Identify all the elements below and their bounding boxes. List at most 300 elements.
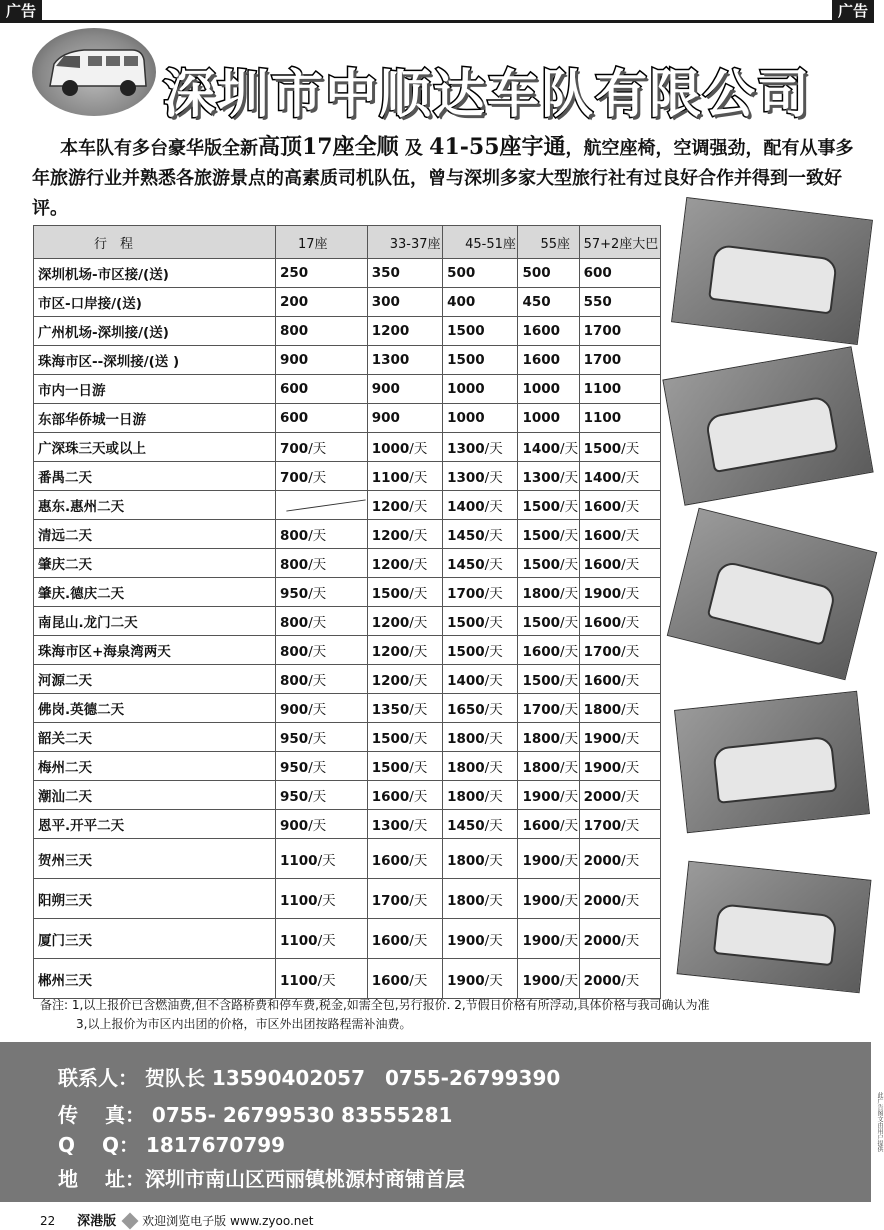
unit-label: /天 (308, 818, 327, 834)
cell-value: 1500 (447, 352, 485, 368)
intro-text-2: 及 (398, 138, 430, 159)
unit-label: /天 (308, 586, 327, 602)
ad-label-left: 广告 (0, 0, 42, 22)
cell-value: 郴州三天 (38, 972, 92, 989)
cell-value: 1400 (522, 441, 561, 457)
cell-value: 1000 (447, 410, 485, 426)
price-cell (518, 433, 579, 462)
cell-value: 950 (280, 760, 309, 776)
unit-label: /天 (484, 818, 503, 834)
unit-label: /天 (409, 932, 428, 949)
cell-value: 1000 (371, 441, 410, 457)
cell-value: 恩平.开平二天 (38, 818, 125, 834)
price-cell (443, 259, 518, 288)
cell-value: 1700 (583, 352, 622, 368)
cell-value: 1500 (371, 731, 410, 747)
cell-value: 1500 (447, 644, 485, 660)
unit-label: /天 (484, 932, 503, 949)
price-cell (367, 433, 442, 462)
route-cell (34, 919, 276, 959)
price-cell (518, 636, 579, 665)
cell-value: 900 (280, 702, 309, 718)
cell-value: 1600 (522, 323, 561, 339)
route-cell (34, 520, 276, 549)
cell-value: 1600 (522, 644, 561, 660)
unit-label: /天 (484, 731, 503, 747)
note-line-2: 3,以上报价为市区内出团的价格，市区外出团按路程需补油费。 (76, 1017, 412, 1031)
cell-value: 1600 (583, 499, 622, 515)
unit-label: /天 (484, 644, 503, 660)
unit-label: /天 (409, 528, 428, 544)
unit-label: /天 (560, 615, 579, 631)
unit-label: /天 (484, 972, 503, 989)
cell-value: 市区-口岸接/(送) (38, 296, 142, 312)
cell-value: 1800 (447, 731, 485, 747)
cell-value: 1700 (583, 818, 622, 834)
cell-value: 1100 (583, 410, 622, 426)
table-row (34, 810, 661, 839)
unit-label: /天 (484, 499, 503, 515)
cell-value: 1700 (447, 586, 485, 602)
cell-value: 1600 (522, 818, 561, 834)
price-cell (276, 959, 368, 999)
cell-value: 800 (280, 673, 309, 689)
price-cell (518, 781, 579, 810)
table-row (34, 433, 661, 462)
price-cell (443, 607, 518, 636)
unit-label: /天 (560, 892, 579, 909)
table-header-3: 45-51座 (443, 226, 518, 259)
cell-value: 1500 (371, 586, 410, 602)
table-row (34, 375, 661, 404)
unit-label: /天 (484, 789, 503, 805)
footer (40, 1210, 313, 1229)
cell-value: 1500 (447, 323, 485, 339)
unit-label: /天 (560, 441, 579, 457)
cell-value: 950 (280, 789, 309, 805)
unit-label: /天 (484, 557, 503, 573)
price-cell (518, 959, 579, 999)
cell-value: 1300 (371, 352, 410, 368)
price-cell (579, 462, 660, 491)
cell-value: 1000 (522, 381, 561, 397)
price-cell (579, 549, 660, 578)
table-row (34, 462, 661, 491)
unit-label: /天 (621, 441, 640, 457)
page-number: 22 (40, 1214, 56, 1228)
route-cell (34, 752, 276, 781)
price-cell (367, 578, 442, 607)
table-row (34, 694, 661, 723)
cell-value: 1700 (522, 702, 561, 718)
table-header-5: 57+2座大巴 (579, 226, 660, 259)
cell-value: 2000 (583, 892, 622, 909)
bus-photo-5 (677, 861, 872, 994)
price-cell (443, 810, 518, 839)
price-cell (276, 665, 368, 694)
price-cell (518, 491, 579, 520)
cell-value: 珠海市区+海泉湾两天 (38, 644, 171, 660)
cell-value: 1300 (447, 441, 485, 457)
cell-value: 1200 (371, 557, 410, 573)
price-cell (518, 810, 579, 839)
unit-label: /天 (484, 441, 503, 457)
price-cell (367, 636, 442, 665)
unit-label: /天 (484, 852, 503, 869)
unit-label: /天 (621, 818, 640, 834)
price-cell (276, 578, 368, 607)
cell-value: 1400 (447, 499, 485, 515)
table-header-0: 行 程 (34, 226, 276, 259)
table-row (34, 959, 661, 999)
unit-label: /天 (484, 702, 503, 718)
cell-value: 1900 (447, 972, 485, 989)
unit-label: /天 (560, 528, 579, 544)
route-cell (34, 404, 276, 433)
unit-label: /天 (484, 892, 503, 909)
intro-text-1: 本车队有多台豪华版全新 (60, 138, 258, 159)
unit-label: /天 (621, 615, 640, 631)
unit-label: /天 (317, 892, 336, 909)
unit-label: /天 (621, 528, 640, 544)
route-cell (34, 959, 276, 999)
cell-value: 1700 (583, 644, 622, 660)
cell-value: 2000 (583, 932, 622, 949)
notes (40, 996, 850, 1034)
price-cell (276, 259, 368, 288)
table-header-2: 33-37座 (367, 226, 442, 259)
unit-label: /天 (308, 673, 327, 689)
price-cell (367, 781, 442, 810)
cell-value: 1000 (447, 381, 485, 397)
price-cell (367, 810, 442, 839)
unit-label: /天 (484, 586, 503, 602)
price-cell (579, 752, 660, 781)
contact-person: 联系人： 贺队长 13590402057 0755-26799390 (58, 1066, 561, 1090)
price-cell (443, 723, 518, 752)
cell-value: 600 (583, 265, 612, 281)
unit-label: /天 (308, 441, 327, 457)
price-cell (579, 723, 660, 752)
cell-value: 1800 (447, 760, 485, 776)
price-cell (443, 665, 518, 694)
bus-photo-3 (667, 508, 877, 681)
unit-label: /天 (621, 972, 640, 989)
cell-value: 1100 (280, 892, 318, 909)
cell-value: 1800 (522, 586, 561, 602)
table-row (34, 288, 661, 317)
unit-label: /天 (409, 731, 428, 747)
table-row (34, 520, 661, 549)
unit-label: /天 (560, 760, 579, 776)
cell-value: 1500 (522, 528, 561, 544)
route-cell (34, 839, 276, 879)
price-cell (579, 578, 660, 607)
price-cell (367, 723, 442, 752)
price-cell (367, 839, 442, 879)
unit-label: /天 (484, 673, 503, 689)
unit-label: /天 (409, 615, 428, 631)
table-row (34, 781, 661, 810)
price-cell (518, 919, 579, 959)
price-cell (276, 346, 368, 375)
price-cell (276, 607, 368, 636)
cell-value: 梅州二天 (38, 760, 92, 776)
unit-label: /天 (621, 644, 640, 660)
cell-value: 1500 (371, 760, 410, 776)
price-cell (367, 288, 442, 317)
price-cell (443, 433, 518, 462)
cell-value: 1600 (371, 852, 410, 869)
route-cell (34, 665, 276, 694)
cell-value: 1400 (447, 673, 485, 689)
cell-value: 1200 (371, 615, 410, 631)
cell-value: 900 (280, 818, 309, 834)
van-logo-image (32, 28, 156, 116)
price-cell (579, 520, 660, 549)
unit-label: /天 (308, 644, 327, 660)
table-row (34, 879, 661, 919)
diamond-icon (122, 1213, 139, 1230)
cell-value: 深圳机场-市区接/(送) (38, 267, 169, 283)
unit-label: /天 (621, 852, 640, 869)
cell-value: 1600 (371, 972, 410, 989)
price-cell (579, 636, 660, 665)
van-photo-2 (662, 346, 873, 505)
contact-fax: 传 真： 0755- 26799530 83555281 (58, 1103, 453, 1127)
unit-label: /天 (409, 673, 428, 689)
table-row (34, 317, 661, 346)
unit-label: /天 (560, 702, 579, 718)
price-cell (367, 694, 442, 723)
route-cell (34, 549, 276, 578)
price-cell (276, 549, 368, 578)
price-cell (518, 462, 579, 491)
table-row (34, 259, 661, 288)
cell-value: 1100 (583, 381, 622, 397)
route-cell (34, 375, 276, 404)
contact-address: 地 址：深圳市南山区西丽镇桃源村商铺首层 (58, 1167, 465, 1191)
price-cell (276, 694, 368, 723)
cell-value: 1350 (371, 702, 410, 718)
price-cell (276, 810, 368, 839)
unit-label: /天 (409, 852, 428, 869)
unit-label: /天 (484, 615, 503, 631)
unit-label: /天 (560, 731, 579, 747)
price-cell (443, 839, 518, 879)
cell-value: 700 (280, 470, 309, 486)
cell-value: 1500 (522, 499, 561, 515)
cell-value: 300 (371, 294, 400, 310)
price-cell (579, 879, 660, 919)
cell-value: 200 (280, 294, 309, 310)
price-cell (579, 346, 660, 375)
cell-value: 800 (280, 615, 309, 631)
cell-value: 700 (280, 441, 309, 457)
cell-value: 2000 (583, 852, 622, 869)
price-cell (443, 346, 518, 375)
unit-label: /天 (409, 972, 428, 989)
price-cell (443, 694, 518, 723)
price-cell (579, 433, 660, 462)
price-cell (276, 288, 368, 317)
cell-value: 1600 (371, 789, 410, 805)
price-cell (276, 317, 368, 346)
unit-label: /天 (484, 470, 503, 486)
price-cell (276, 375, 368, 404)
cell-value: 1500 (447, 615, 485, 631)
cell-value: 1300 (522, 470, 561, 486)
unit-label: /天 (560, 932, 579, 949)
unit-label: /天 (317, 972, 336, 989)
price-cell (579, 781, 660, 810)
price-cell (367, 404, 442, 433)
price-cell (443, 520, 518, 549)
unit-label: /天 (409, 892, 428, 909)
cell-value: 1800 (447, 892, 485, 909)
ad-label-right: 广告 (832, 0, 874, 22)
price-cell (579, 839, 660, 879)
price-cell (579, 259, 660, 288)
price-cell (367, 259, 442, 288)
cell-value: 1300 (371, 818, 410, 834)
cell-value: 1500 (522, 615, 561, 631)
cell-value: 1200 (371, 499, 410, 515)
cell-value: 1600 (371, 932, 410, 949)
unit-label: /天 (484, 528, 503, 544)
route-cell (34, 317, 276, 346)
table-row (34, 636, 661, 665)
price-cell (518, 752, 579, 781)
cell-value: 1450 (447, 557, 485, 573)
route-cell (34, 346, 276, 375)
route-cell (34, 288, 276, 317)
price-cell (367, 607, 442, 636)
table-row (34, 578, 661, 607)
price-cell (518, 879, 579, 919)
price-cell (276, 520, 368, 549)
price-cell (579, 694, 660, 723)
price-cell (443, 317, 518, 346)
cell-value: 500 (522, 265, 551, 281)
price-cell (276, 839, 368, 879)
table-row (34, 549, 661, 578)
cell-value: 1200 (371, 673, 410, 689)
intro-highlight-2: 41-55座宇通 (429, 134, 566, 160)
price-cell (367, 752, 442, 781)
edition-label: 深港版 (77, 1214, 117, 1229)
cell-value: 550 (583, 294, 612, 310)
price-cell (579, 404, 660, 433)
price-cell (367, 549, 442, 578)
bus-photo-1 (671, 197, 873, 345)
cell-value: 清远二天 (38, 528, 92, 544)
cell-value: 肇庆二天 (38, 557, 92, 573)
cell-value: 1450 (447, 528, 485, 544)
cell-value: 950 (280, 731, 309, 747)
unit-label: /天 (409, 441, 428, 457)
route-cell (34, 694, 276, 723)
unit-label: /天 (560, 470, 579, 486)
cell-value: 1800 (522, 731, 561, 747)
cell-value: 惠东.惠州二天 (38, 499, 125, 515)
unit-label: /天 (560, 972, 579, 989)
table-row (34, 839, 661, 879)
price-cell (443, 549, 518, 578)
cell-value: 1900 (522, 972, 561, 989)
cell-value: 1600 (583, 673, 622, 689)
unit-label: /天 (621, 932, 640, 949)
unit-label: /天 (621, 892, 640, 909)
unit-label: /天 (621, 586, 640, 602)
cell-value: 南昆山.龙门二天 (38, 615, 138, 631)
cell-value: 1900 (522, 892, 561, 909)
unit-label: /天 (560, 557, 579, 573)
cell-value: 1900 (522, 932, 561, 949)
price-cell (276, 491, 368, 520)
route-cell (34, 491, 276, 520)
price-cell (276, 781, 368, 810)
unit-label: /天 (621, 789, 640, 805)
cell-value: 珠海市区--深圳接/(送 ) (38, 354, 180, 370)
cell-value: 1100 (371, 470, 410, 486)
price-cell (518, 723, 579, 752)
cell-value: 广深珠三天或以上 (38, 441, 146, 457)
price-cell (276, 879, 368, 919)
price-cell (276, 636, 368, 665)
unit-label: /天 (621, 702, 640, 718)
cell-value: 1400 (583, 470, 622, 486)
cell-value: 佛岗.英德二天 (38, 702, 125, 718)
unit-label: /天 (308, 615, 327, 631)
table-header-4: 55座 (518, 226, 579, 259)
cell-value: 800 (280, 528, 309, 544)
price-cell (518, 317, 579, 346)
note-line-1: 备注: 1,以上报价已含燃油费,但不含路桥费和停车费,税金,如需全包,另行报价. 2,节假日价格有所浮动,具体价格与我司确认为准 (40, 998, 710, 1012)
price-cell (443, 752, 518, 781)
price-cell (579, 919, 660, 959)
cell-value: 900 (371, 381, 400, 397)
cell-value: 1450 (447, 818, 485, 834)
cell-value: 1200 (371, 644, 410, 660)
cell-value: 韶关二天 (38, 731, 92, 747)
unit-label: /天 (621, 760, 640, 776)
unit-label: /天 (409, 557, 428, 573)
table-row (34, 491, 661, 520)
price-cell (367, 665, 442, 694)
price-cell (367, 462, 442, 491)
cell-value: 贺州三天 (38, 852, 92, 869)
price-cell (367, 520, 442, 549)
price-cell (276, 404, 368, 433)
route-cell (34, 433, 276, 462)
price-cell (579, 317, 660, 346)
unit-label: /天 (621, 673, 640, 689)
unit-label: /天 (560, 852, 579, 869)
cell-value: 950 (280, 586, 309, 602)
price-cell (443, 781, 518, 810)
cell-value: 阳朔三天 (38, 892, 92, 909)
intro-highlight-1: 高顶17座全顺 (258, 134, 399, 160)
price-cell (443, 288, 518, 317)
cell-value: 1600 (583, 557, 622, 573)
price-cell (518, 404, 579, 433)
unit-label: /天 (409, 470, 428, 486)
unit-label: /天 (560, 789, 579, 805)
cell-value: 1800 (447, 789, 485, 805)
cell-value: 河源二天 (38, 673, 92, 689)
cell-value: 潮汕二天 (38, 789, 92, 805)
